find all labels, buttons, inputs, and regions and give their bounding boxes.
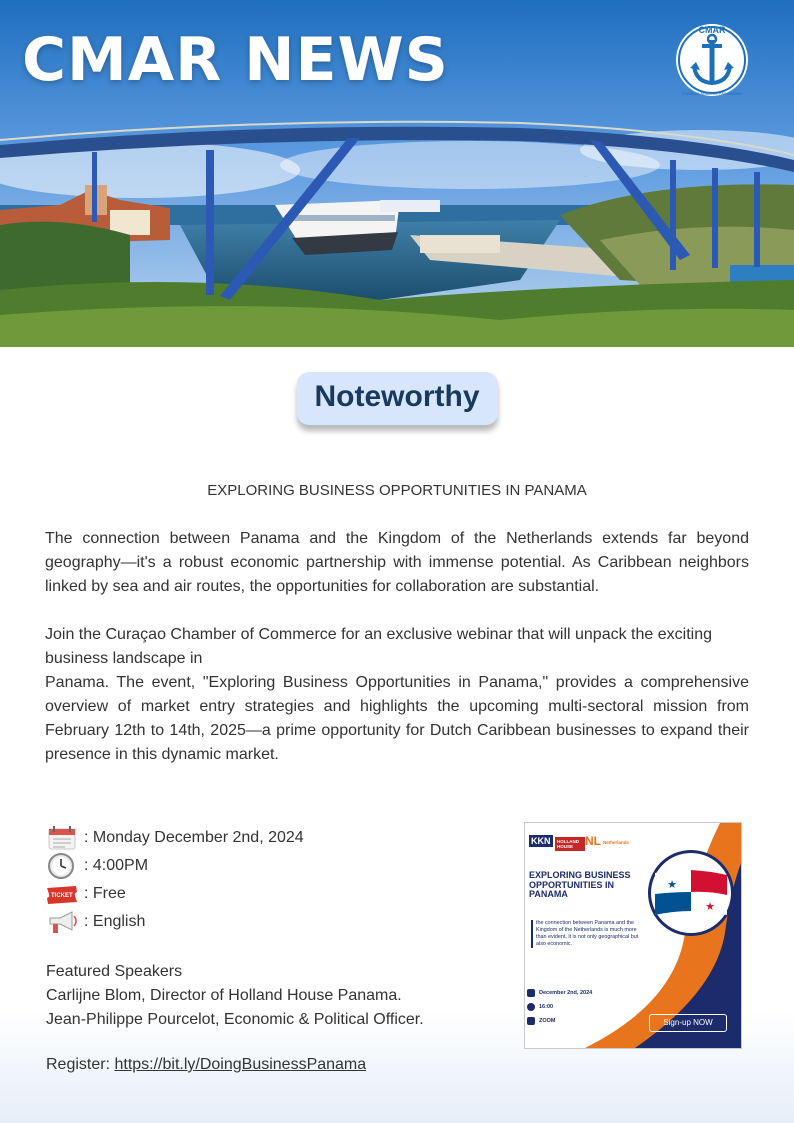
- event-details: [46, 824, 486, 936]
- register-line: [46, 1056, 366, 1074]
- flyer-date-text: December 2nd, 2024: [539, 990, 593, 996]
- flyer-platform-text: ZOOM: [539, 1018, 556, 1024]
- event-date: [46, 824, 486, 852]
- panama-flag-icon: [655, 870, 727, 915]
- event-language-text: : English: [84, 913, 146, 930]
- speakers-heading: Featured Speakers: [46, 963, 183, 980]
- section-badge-wrap: [0, 372, 794, 425]
- cmar-logo: [672, 20, 752, 100]
- megaphone-icon: [46, 908, 82, 936]
- article-paragraph-1: The connection between Panama and the Kingdom of the Netherlands extends far beyond geography—it's a robust economic partnership with immense potential. As Caribbean neighbors linked by sea and air routes, the opportunities for collaboration are substantial.: [45, 530, 749, 595]
- article-paragraph-2: [45, 623, 749, 767]
- event-price-text: : Free: [84, 885, 126, 902]
- flyer-video-icon: [527, 1017, 535, 1025]
- flyer-logo-kkn: KKN: [531, 836, 551, 846]
- anchor-icon: [672, 20, 752, 100]
- article-paragraph-2-body: Panama. The event, "Exploring Business Opportunities in Panama," provides a comprehensive overview of market entry strategies and highlights the upcoming multi-sectoral mission from February 12th to 14th, 2025—a prime opportunity for Dutch Caribbean businesses to expand their presence in this dynamic market.: [45, 674, 749, 763]
- event-flyer: [524, 822, 742, 1049]
- register-link[interactable]: https://bit.ly/DoingBusinessPanama: [114, 1056, 367, 1073]
- svg-text:★: ★: [705, 901, 715, 913]
- flyer-platform: [527, 1017, 556, 1025]
- flyer-signup-button[interactable]: Sign-up NOW: [649, 1014, 727, 1032]
- svg-text:★: ★: [667, 879, 677, 891]
- flyer-logo-nl: NL: [585, 834, 601, 848]
- article-paragraph-2-intro: Join the Curaçao Chamber of Commerce for an exclusive webinar that will unpack the exciting business landscape in: [45, 626, 712, 667]
- register-label: Register:: [46, 1056, 115, 1073]
- section-badge: Noteworthy: [297, 372, 498, 425]
- logo-subtitle: Curaçao Maritime Association: [682, 91, 742, 96]
- clock-icon: [46, 852, 82, 880]
- flyer-logo-holland-house: HOLLAND HOUSE: [555, 837, 585, 851]
- flyer-body: the connection between Panama and the Kingdom of the Netherlands is much more than evident, it is not only geographical but also economic.: [531, 920, 640, 948]
- logo-initials: CMAR: [698, 25, 726, 35]
- flyer-time-text: 16:00: [539, 1004, 554, 1010]
- flyer-clock-icon: [527, 1003, 535, 1011]
- event-time: [46, 852, 486, 880]
- newsletter-title: CMAR NEWS: [22, 25, 449, 95]
- article-headline: EXPLORING BUSINESS OPPORTUNITIES IN PANAMA: [207, 482, 587, 499]
- event-price: [46, 880, 486, 908]
- event-date-text: : Monday December 2nd, 2024: [84, 829, 304, 846]
- speaker-item: Jean-Philippe Pourcelot, Economic & Political Officer.: [46, 1011, 424, 1028]
- ticket-icon: [46, 880, 82, 908]
- svg-text:TICKET: TICKET: [51, 893, 73, 899]
- speaker-item: Carlijne Blom, Director of Holland House Panama.: [46, 987, 402, 1004]
- featured-speakers: [46, 960, 424, 1032]
- event-language: [46, 908, 486, 936]
- flyer-calendar-icon: [527, 989, 535, 997]
- flyer-logo-nl-sub: Netherlands: [603, 840, 630, 845]
- event-time-text: : 4:00PM: [84, 857, 149, 874]
- calendar-icon: [46, 824, 82, 852]
- flyer-title: EXPLORING BUSINESS OPPORTUNITIES IN PANAMA: [529, 870, 631, 899]
- flyer-date: [527, 989, 592, 997]
- flyer-time: [527, 1003, 553, 1011]
